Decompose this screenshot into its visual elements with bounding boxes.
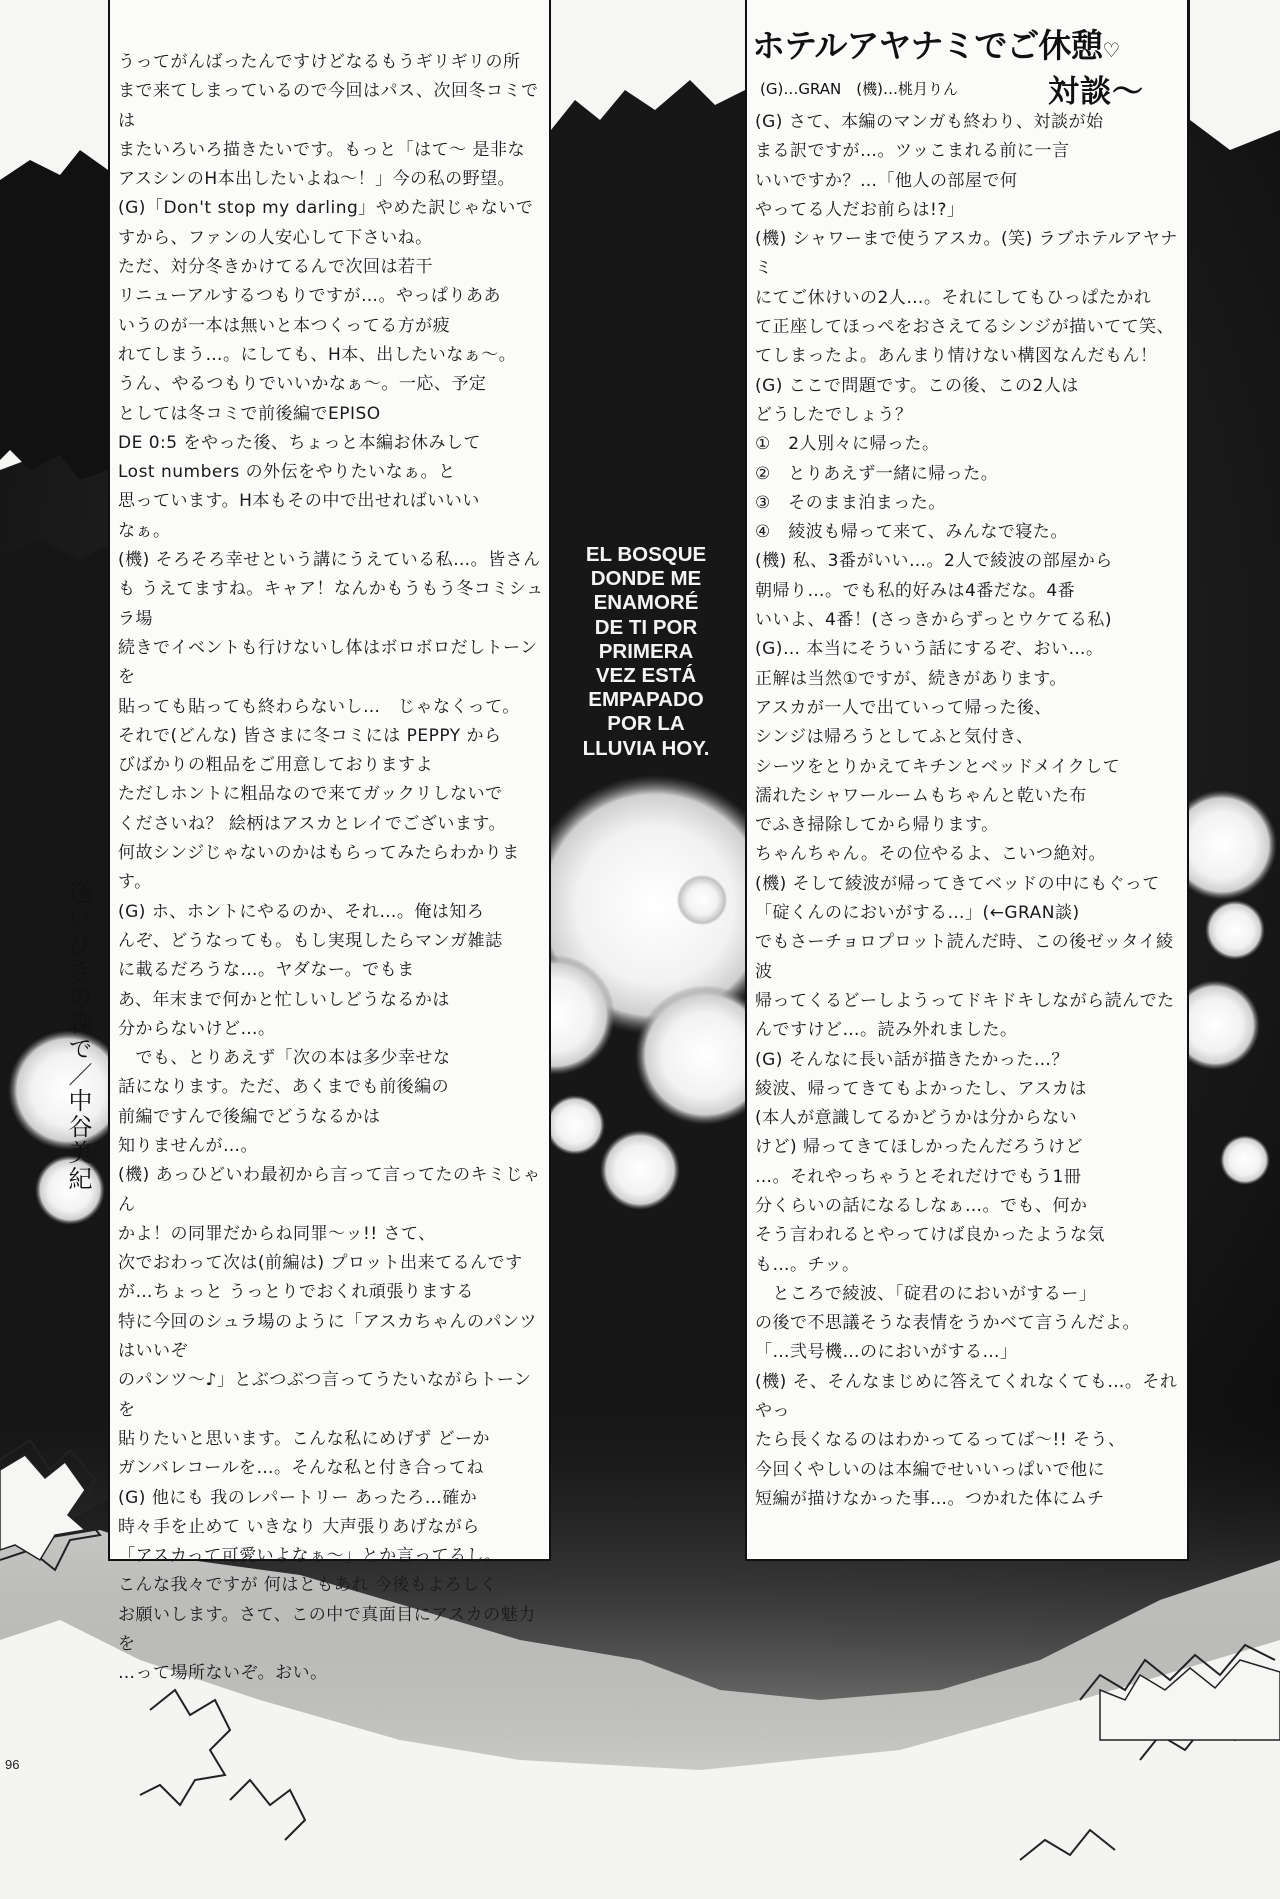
vertical-song-caption: 逢いびきの森で／中谷美紀 bbox=[64, 880, 92, 1192]
title-text: ホテルアヤナミでご休憩 bbox=[752, 26, 1103, 65]
author-credits: (G)…GRAN (機)…桃月りん bbox=[760, 80, 958, 98]
dialogue-title bbox=[752, 26, 1190, 70]
left-column-handwritten-text: うってがんばったんですけどなるもうギリギリの所 まで来てしまっているので今回はパス、次回冬コミでは またいろいろ描きたいです。もっと「はて〜 是非な アスシンのH本出したいよね〜！」今の私の野望。 (G)「Don't stop my darling」やめた訳じゃないで すから、ファンの人安心して下さいね。 ただ、対分冬きかけてるんで次回は若干 リニューアルするつもりですが…。やっぱりああ いうのが一本は無いと本つくってる方が疲 れてしまう…。にしても、H本、出したいなぁ〜。 うん、やるつもりでいいかなぁ〜。一応、予定 としては冬コミで前後編でEPISO DE 0:5 をやった後、ちょっと本編お休みして Lost numbers の外伝をやりたいなぁ。と 思っています。H本もその中で出せればいいい なぁ。 (機) そろそろ幸せという講にうえている私…。皆さん も うえてますね。キャア！なんかもうもう冬コミシュラ場 続きでイベントも行けないし体はボロボロだしトーンを 貼っても貼っても終わらないし… じゃなくって。 それで(どんな) 皆さまに冬コミには PEPPY から びばかりの粗品をご用意しておりますよ ただしホントに粗品なので来てガックリしないで くださいね？ 絵柄はアスカとレイでございます。 何故シンジじゃないのかはもらってみたらわかります。 (G) ホ、ホントにやるのか、それ…。俺は知ろ んぞ、どうなっても。もし実現したらマンガ雑誌 に載るだろうな…。ヤダなー。でもま あ、年末まで何かと忙しいしどうなるかは 分からないけど…。 でも、とりあえず「次の本は多少幸せな 話になります。ただ、あくまでも前後編の 前編ですんで後編でどうなるかは 知りませんが…。 (機) あっひどいわ最初から言って言ってたのキミじゃん かよ！の同罪だからね同罪〜ッ!! さて、 次でおわって次は(前編は) プロット出来てるんです が…ちょっと うっとりでおくれ頑張りまする 特に今回のシュラ場のように「アスカちゃんのパンツはいいぞ のパンツ〜♪」とぶつぶつ言ってうたいながらトーンを 貼りたいと思います。こんな私にめげず どーか ガンバレコールを…。そんな私と付き合ってね (G) 他にも 我のレパートリー あったろ…確か 時々手を止めて いきなり 大声張りあげながら 「アスカって可愛いよなぁ〜」とか言ってるし。 こんな我々ですが 何はともあれ 今後もよろしく お願いします。さて、この中で真面目にアスカの魅力を …って場所ないぞ。おい。 bbox=[118, 52, 544, 1684]
heart-icon: ♡ bbox=[1102, 38, 1120, 62]
right-column-handwritten-text: (G) さて、本編のマンガも終わり、対談が始 まる訳ですが…。ツッこまれる前に一言 いいですか？…「他人の部屋で何 やってる人だお前らは!?」 (機) シャワーまで使うアスカ。(笑) ラブホテルアヤナミ にてご休けいの2人…。それにしてもひっぱたかれ て正座してほっぺをおさえてるシンジが描いてて笑、 てしまったよ。あんまり情けない構図なんだもん！ (G) ここで問題です。この後、この2人は どうしたでしょう？ ① 2人別々に帰った。 ② とりあえず一緒に帰った。 ③ そのまま泊まった。 ④ 綾波も帰って来て、みんなで寝た。 (機) 私、3番がいい…。2人で綾波の部屋から 朝帰り…。でも私的好みは4番だな。4番 いいよ、4番！(さっきからずっとウケてる私) (G)… 本当にそういう話にするぞ、おい…。 正解は当然①ですが、続きがあります。 アスカが一人で出ていって帰った後、 シンジは帰ろうとしてふと気付き、 シーツをとりかえてキチンとベッドメイクして 濡れたシャワールームもちゃんと乾いた布 でふき掃除してから帰ります。 ちゃんちゃん。その位やるよ、こいつ絶対。 (機) そして綾波が帰ってきてベッドの中にもぐって 「碇くんのにおいがする…」(←GRAN談) でもさーチョロプロット読んだ時、この後ゼッタイ綾波 帰ってくるどーしようってドキドキしながら読んでた んですけど…。読み外れました。 (G) そんなに長い話が描きたかった…？ 綾波、帰ってきてもよかったし、アスカは (本人が意識してるかどうかは分からない けど) 帰ってきてほしかったんだろうけど …。それやっちゃうとそれだけでもう1冊 分くらいの話になるしなぁ…。でも、何か そう言われるとやってけば良かったような気 も…。チッ。 ところで綾波、「碇君のにおいがするー」 の後で不思議そうな表情をうかべて言うんだよ。 「…弐号機…のにおいがする…」 (機) そ、そんなまじめに答えてくれなくても…。それやっ たら長くなるのはわかってるってば〜!! そう、 今回くやしいのは本編でせいいっぱいで他に 短編が描けなかった事…。つかれた体にムチ bbox=[755, 112, 1178, 1509]
speech-bubble-text: EL BOSQUE DONDE ME ENAMORÉ DE TI POR PRIMERA VEZ ESTÁ EMPAPADO POR LA LLUVIA HOY. bbox=[582, 543, 710, 760]
page-number: 96 bbox=[5, 1757, 20, 1772]
speech-bubble-translation bbox=[566, 543, 726, 761]
dialogue-subtitle: 対談〜 bbox=[1048, 74, 1144, 110]
left-leaf-edge bbox=[0, 150, 108, 480]
